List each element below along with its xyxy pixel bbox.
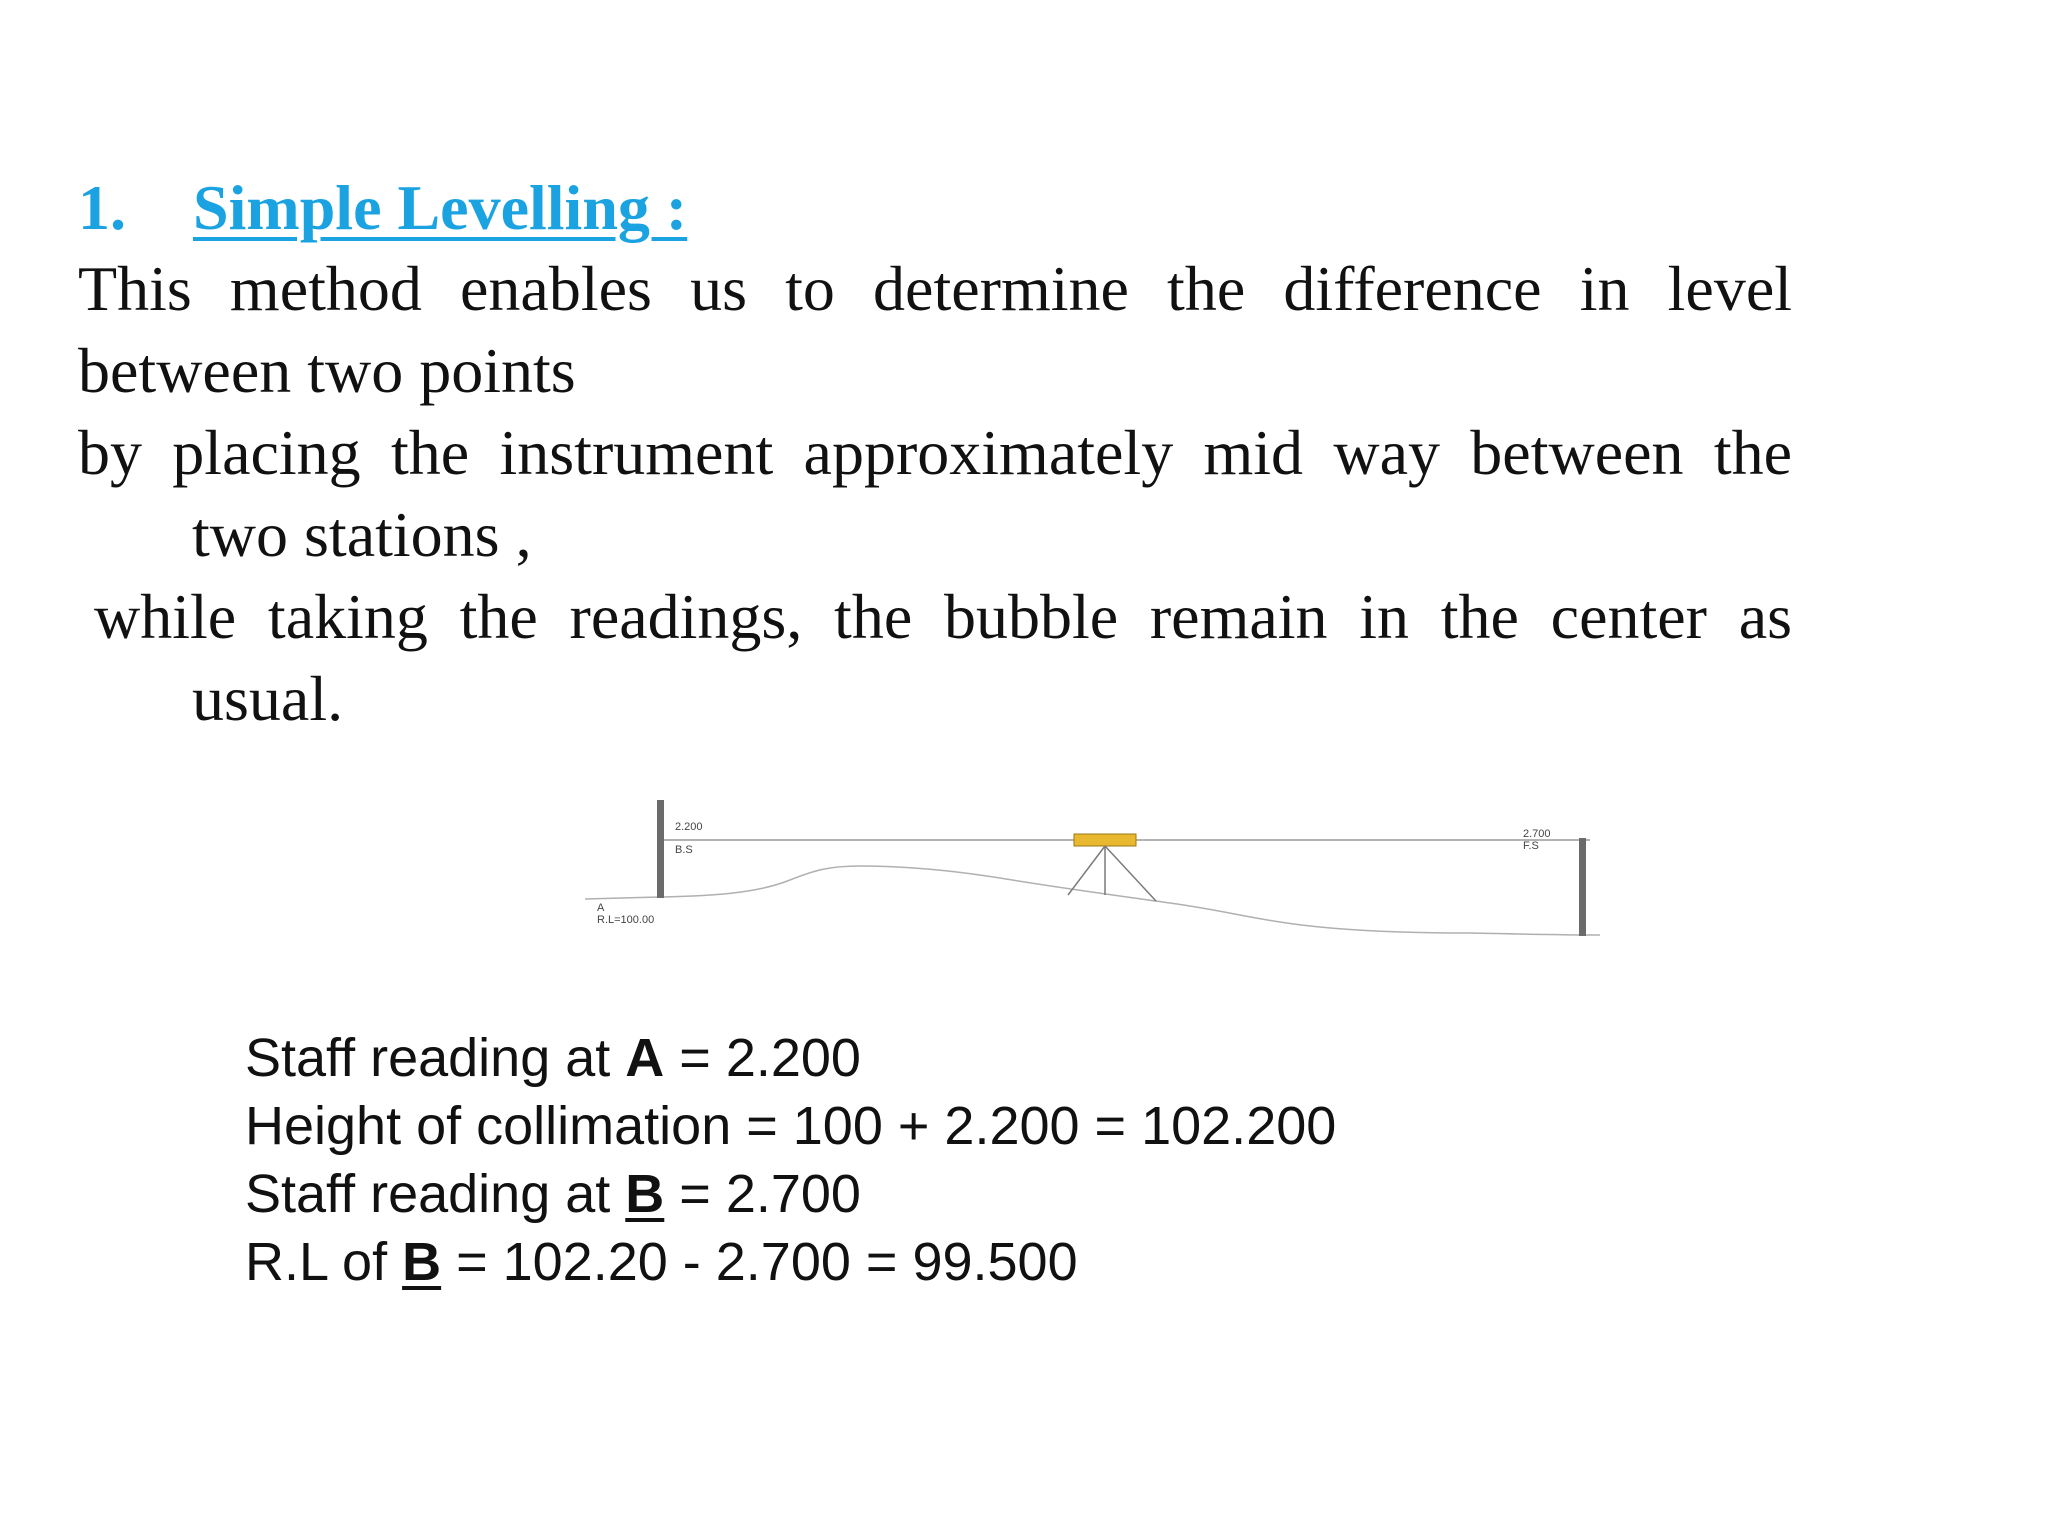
level-instrument	[1074, 834, 1136, 846]
tripod-leg-right	[1105, 846, 1156, 901]
paragraph-line-1: This method enables us to determine the difference in level	[78, 253, 1792, 324]
calc-line-3-suffix: = 2.700	[664, 1164, 861, 1224]
section-heading	[78, 168, 687, 248]
staff-a	[657, 800, 664, 898]
calc-line-3	[245, 1160, 861, 1228]
calc-line-3-prefix: Staff reading at	[245, 1164, 626, 1224]
fore-sight-reading: 2.700	[1523, 828, 1551, 840]
heading-number: 1.	[78, 172, 126, 243]
point-a-rl: R.L=100.00	[597, 914, 655, 926]
back-sight-label: B.S	[675, 844, 693, 856]
calc-line-2: Height of collimation = 100 + 2.200 = 102.200	[245, 1096, 1337, 1156]
paragraph-line-4: two stations ,	[192, 499, 532, 570]
ground-profile	[585, 866, 1600, 935]
calc-line-4	[245, 1228, 1078, 1296]
back-sight-reading: 2.200	[675, 821, 703, 833]
calc-line-1	[245, 1024, 861, 1092]
calc-point-b-rl: B	[402, 1232, 442, 1292]
paragraph-line-6: usual.	[192, 663, 344, 734]
calc-point-a: A	[625, 1028, 665, 1088]
calc-line-4-prefix: R.L of	[245, 1232, 403, 1292]
staff-b	[1579, 838, 1586, 936]
paragraph-line-3: by placing the instrument approximately mid way between the	[78, 417, 1792, 488]
tripod-leg-left	[1068, 846, 1105, 895]
heading-title: Simple Levelling :	[193, 172, 688, 243]
calc-line-1-prefix: Staff reading at	[245, 1028, 626, 1088]
paragraph-line-2: between two points	[78, 335, 576, 406]
fore-sight-label: F.S	[1523, 840, 1539, 852]
point-a-label: A	[597, 902, 605, 914]
calc-line-4-suffix: = 102.20 - 2.700 = 99.500	[441, 1232, 1078, 1292]
calc-line-1-suffix: = 2.200	[664, 1028, 861, 1088]
calc-point-b: B	[625, 1164, 665, 1224]
paragraph-line-5: while taking the readings, the bubble remain in the center as	[94, 581, 1792, 652]
